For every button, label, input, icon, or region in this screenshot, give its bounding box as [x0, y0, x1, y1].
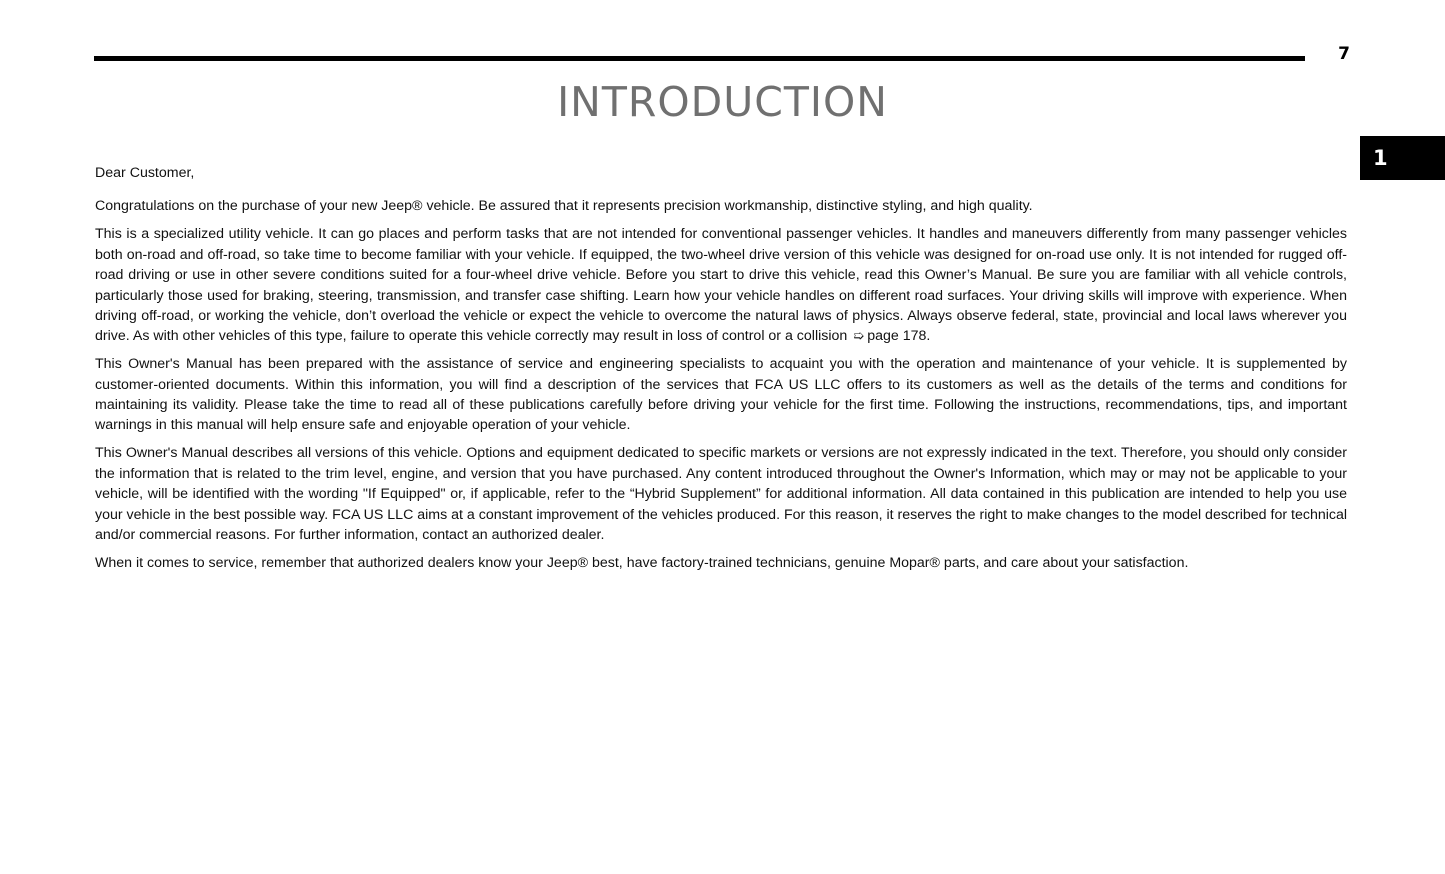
- page-reference-label: page 178.: [867, 328, 931, 345]
- page-number: 7: [1338, 44, 1350, 64]
- page-reference-link[interactable]: [847, 328, 930, 344]
- paragraph-manual-preparation: This Owner's Manual has been prepared with the assistance of service and engineering specialists to acquaint you with the operation and maintenance of your vehicle. It is supplemented by customer-oriented documents. Within this information, you will find a description of the services that FCA US LLC offers to its customers as well as the details of the terms and conditions for maintaining its validity. Please take the time to read all of these publications carefully before driving your vehicle for the first time. Following the instructions, recommendations, tips, and important warnings in this manual will help ensure safe and enjoyable operation of your vehicle.: [95, 356, 1347, 434]
- paragraph-congratulations: Congratulations on the purchase of your new Jeep® vehicle. Be assured that it represents precision workmanship, distinctive styling, and high quality.: [95, 198, 1033, 215]
- paragraph-manual-versions: This Owner's Manual describes all versions of this vehicle. Options and equipment dedicated to specific markets or versions are not expressly indicated in the text. Therefore, you should only consider the information that is related to the trim level, engine, and version that you have purchased. Any content introduced throughout the Owner's Information, which may or may not be applicable to your vehicle, will be identified with the wording "If Equipped" or, if applicable, refer to the “Hybrid Supplement” for additional information. All data contained in this publication are intended to help you use your vehicle in the best possible way. FCA US LLC aims at a constant improvement of the vehicles produced. For this reason, it reserves the right to make changes to the model described for technical and/or commercial reasons. For further information, contact an authorized dealer.: [95, 445, 1348, 543]
- salutation: Dear Customer,: [95, 165, 195, 181]
- chapter-tab-label: 1: [1373, 146, 1388, 170]
- page-title: INTRODUCTION: [557, 78, 888, 126]
- header-rule: [94, 56, 1305, 61]
- paragraph-specialized-vehicle: [95, 224, 1347, 346]
- paragraph-specialized-vehicle-text: This is a specialized utility vehicle. It can go places and perform tasks that are not intended for conventional passenger vehicles. It handles and maneuvers differently from many passenger vehicles both on-road and off-road, so take time to become familiar with your vehicle. If equipped, the two-wheel drive version of this vehicle was designed for on-road use only. It is not intended for rugged off-road driving or use in other severe conditions suited for a four-wheel drive vehicle. Before you start to drive this vehicle, read this Owner’s Manual. Be sure you are familiar with all vehicle controls, particularly those used for braking, steering, transmission, and transfer case shifting. Learn how your vehicle handles on different road surfaces. Your driving skills will improve with experience. When driving off-road, or working the vehicle, don’t overload the vehicle or expect the vehicle to overcome the natural laws of physics. Always observe federal, state, provincial and local laws wherever you drive. As with other vehicles of this type, failure to operate this vehicle correctly may result in loss of control or a collision: [95, 226, 1347, 345]
- chapter-tab[interactable]: [1360, 136, 1445, 180]
- paragraph-service: When it comes to service, remember that authorized dealers know your Jeep® best, have factory-trained technicians, genuine Mopar® parts, and care about your satisfaction.: [95, 554, 1189, 571]
- arrow-right-icon: ➯: [853, 328, 865, 344]
- document-body: [95, 163, 1347, 581]
